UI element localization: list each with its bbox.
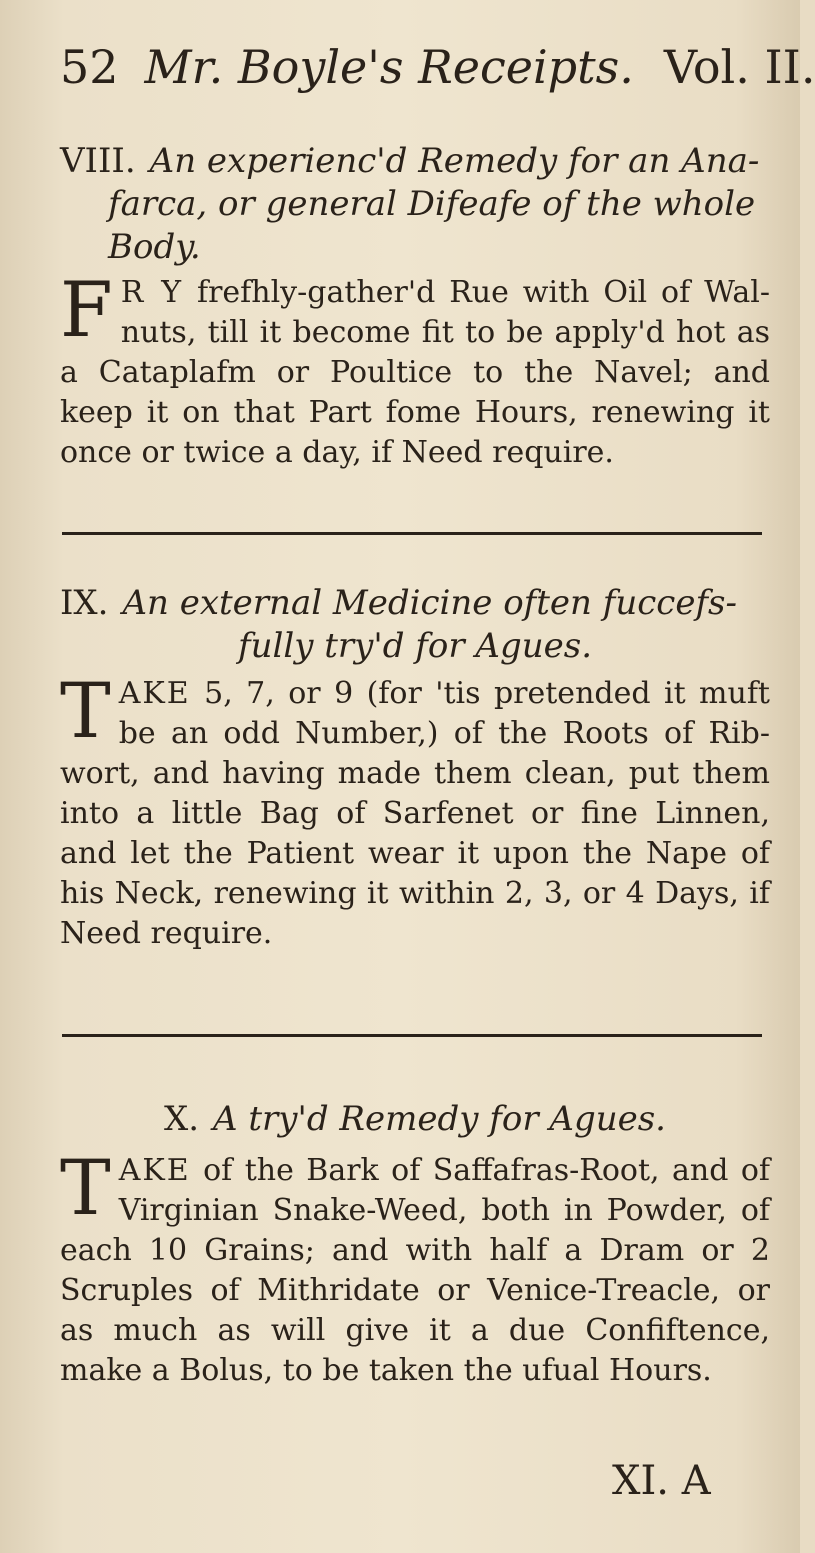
- lead-word: AKE: [118, 1153, 191, 1188]
- section-body: [60, 265, 770, 473]
- running-header: [60, 40, 815, 94]
- section-title: [60, 582, 770, 668]
- catchword: [612, 1458, 711, 1504]
- body-text: frefhly-gather'd Rue with Oil of Wal- nuts, till it become fit to be apply'd hot as a Cataplafm or Poultice to the Navel; and keep it on that Part fome Hours, renewing it once or twice a day, if Need require.: [60, 275, 770, 470]
- section-body: [60, 1143, 770, 1391]
- page-number: 52: [60, 40, 119, 94]
- title-line: An experienc'd Remedy for an Ana-: [149, 141, 760, 181]
- lead-word: R Y: [120, 275, 184, 310]
- section-numeral: IX.: [60, 583, 109, 623]
- drop-cap: F: [60, 265, 113, 354]
- title-line: fully try'd for Agues.: [238, 626, 592, 666]
- section-divider: [62, 532, 762, 535]
- title-line: An external Medicine often fuccefs-: [122, 583, 737, 623]
- drop-cap: T: [60, 666, 111, 755]
- section-ix: [60, 582, 770, 954]
- section-numeral: X.: [164, 1099, 200, 1139]
- section-divider: [62, 1034, 762, 1037]
- body-text: of the Bark of Saffafras-Root, and of Virginian Snake-Weed, both in Powder, of each 10 Grains; and with half a Dram or 2 Scruples of Mithridate or Venice-Treacle, or as much as will give it a due Confiftence, make a Bolus, to be taken the ufual Hours.: [60, 1153, 770, 1388]
- volume-label: Vol. II.: [663, 40, 815, 94]
- section-title: [60, 140, 770, 269]
- section-viii: [60, 140, 770, 473]
- body-text: 5, 7, or 9 (for 'tis pretended it muft be an odd Number,) of the Roots of Rib-wort, and having made them clean, put them into a little Bag of Sarfenet or fine Linnen, and let the Patient wear it upon the Nape of his Neck, renewing it within 2, 3, or 4 Days, if Need require.: [60, 676, 770, 951]
- section-numeral: VIII.: [60, 141, 136, 181]
- section-x: [60, 1098, 770, 1391]
- catchword-text: XI. A: [612, 1458, 711, 1504]
- title-line: A try'd Remedy for Agues.: [213, 1099, 666, 1139]
- lead-word: AKE: [118, 676, 191, 711]
- running-title: Mr. Boyle's Receipts.: [144, 40, 634, 94]
- section-title: [60, 1098, 770, 1141]
- section-body: [60, 666, 770, 954]
- title-line: farca, or general Difeafe of the whole: [108, 184, 756, 224]
- drop-cap: T: [60, 1143, 111, 1232]
- title-line: Body.: [108, 227, 201, 267]
